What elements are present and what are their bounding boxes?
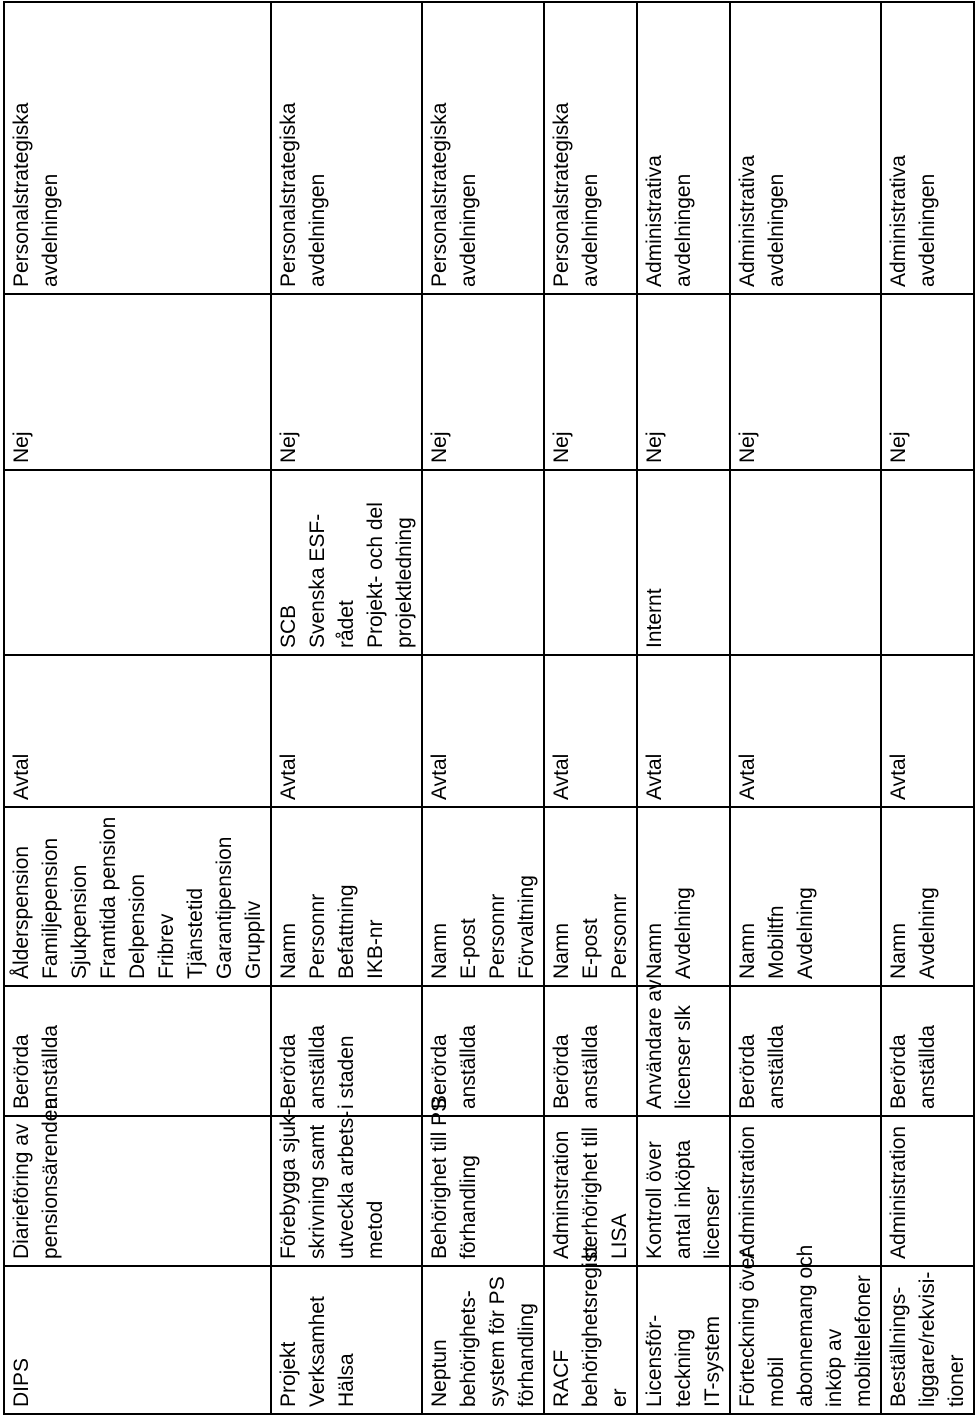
cell-line: Namn	[277, 922, 300, 979]
cell-line: Ålderspension	[10, 845, 33, 979]
cell-line: Personnr	[486, 893, 509, 979]
cell-line: er	[608, 1388, 631, 1407]
cell-line: Nej	[643, 431, 666, 463]
cell-line: antal inköpta	[672, 1139, 695, 1259]
registered-cell	[271, 986, 422, 1116]
data-categories-cell	[422, 807, 544, 986]
table-row	[422, 2, 544, 1414]
purpose-cell	[544, 1116, 637, 1266]
cell-line: abonnemang och	[794, 1244, 817, 1407]
legal-basis-cell	[422, 655, 544, 807]
cell-line: Hälsa	[335, 1353, 358, 1407]
cell-line: Berörda	[736, 1034, 759, 1109]
cell-line: Personalstrategiska	[550, 102, 573, 287]
cell-line: Namn	[550, 922, 573, 979]
cell-line: Garantipension	[213, 836, 236, 979]
table-row	[544, 2, 637, 1414]
cell-line: förhandling	[457, 1155, 480, 1259]
purpose-cell	[422, 1097, 544, 1266]
cell-line: RACF	[550, 1349, 573, 1407]
cell-line: Nej	[10, 431, 33, 463]
cell-line: Avtal	[428, 753, 451, 800]
cell-line: Mobiltfn	[765, 905, 788, 979]
department-cell	[4, 2, 271, 294]
cell-line: mobiltelefoner	[852, 1275, 875, 1407]
data-categories-cell	[544, 807, 637, 986]
third-country-cell	[881, 294, 974, 470]
cell-line: Nej	[550, 431, 573, 463]
cell-line: projektledning	[393, 517, 416, 648]
cell-line: Kontroll över	[643, 1141, 666, 1259]
department-cell	[422, 2, 544, 294]
cell-line: Framtida pension	[97, 816, 120, 979]
cell-line: Förvaltning	[515, 875, 538, 979]
cell-line: avdelningen	[916, 173, 939, 287]
data-categories-cell	[730, 807, 881, 986]
department-cell	[544, 2, 637, 294]
cell-line: Namn	[736, 922, 759, 979]
cell-line: SCB	[277, 604, 300, 648]
cell-line: Förteckning över	[736, 1250, 759, 1407]
recipients-cell	[881, 470, 974, 655]
cell-line: Användare av	[643, 979, 666, 1109]
cell-line: liggare/rekvisi-	[916, 1271, 939, 1407]
department-cell	[730, 2, 881, 294]
cell-line: Personalstrategiska	[10, 102, 33, 287]
recipients-cell	[544, 470, 637, 655]
data-categories-cell	[637, 807, 730, 986]
registered-cell	[637, 979, 730, 1116]
cell-line: behörighets-	[457, 1290, 480, 1407]
cell-line: Beställnings-	[887, 1286, 910, 1407]
cell-line: Administration	[887, 1125, 910, 1259]
table-row	[881, 2, 974, 1414]
cell-line: förhandling	[515, 1303, 538, 1407]
legal-basis-cell	[271, 655, 422, 807]
cell-line: berhörighet till	[579, 1127, 602, 1259]
purpose-cell	[4, 1097, 271, 1266]
cell-line: mobil	[765, 1356, 788, 1407]
department-cell	[637, 2, 730, 294]
cell-line: Avtal	[550, 753, 573, 800]
cell-line: Administrativa	[643, 155, 666, 287]
cell-line: Gruppliv	[242, 900, 265, 979]
recipients-cell	[422, 470, 544, 655]
personal-data-register-table	[3, 1, 975, 1415]
third-country-cell	[271, 294, 422, 470]
cell-line: Sjukpension	[68, 864, 91, 979]
cell-line: Namn	[643, 922, 666, 979]
system-cell	[730, 1244, 881, 1414]
cell-line: Svenska ESF-	[306, 513, 329, 648]
cell-line: IKB-nr	[364, 919, 387, 979]
third-country-cell	[422, 294, 544, 470]
cell-line: Adminstration	[550, 1130, 573, 1259]
table-row	[271, 2, 422, 1414]
cell-line: Verksamhet	[306, 1296, 329, 1407]
cell-line: Familjepension	[39, 837, 62, 979]
cell-line: Projekt	[277, 1341, 300, 1407]
cell-line: Administration	[736, 1125, 759, 1259]
purpose-cell	[881, 1116, 974, 1266]
recipients-cell	[4, 470, 271, 655]
cell-line: Administrativa	[887, 155, 910, 287]
cell-line: Behörighet till PS	[428, 1097, 451, 1259]
third-country-cell	[4, 294, 271, 470]
registered-cell	[881, 986, 974, 1116]
cell-line: Avdelning	[794, 887, 817, 979]
system-cell	[271, 1266, 422, 1414]
registered-cell	[4, 986, 271, 1116]
cell-line: Berörda	[277, 1034, 300, 1109]
cell-line: teckning	[672, 1328, 695, 1407]
cell-line: skrivning samt	[306, 1124, 329, 1259]
cell-line: Projekt- och del	[364, 502, 387, 648]
cell-line: licenser slk	[672, 1005, 695, 1109]
cell-line: Administrativa	[736, 155, 759, 287]
cell-line: Nej	[428, 431, 451, 463]
department-cell	[881, 2, 974, 294]
cell-line: anställda	[579, 1024, 602, 1109]
third-country-cell	[730, 294, 881, 470]
legal-basis-cell	[544, 655, 637, 807]
cell-line: Personalstrategiska	[277, 102, 300, 287]
cell-line: Nej	[887, 431, 910, 463]
cell-line: Förebygga sjuk-	[277, 1108, 300, 1259]
cell-line: Befattning	[335, 884, 358, 979]
cell-line: Namn	[428, 922, 451, 979]
registered-cell	[544, 986, 637, 1116]
cell-line: metod	[364, 1200, 387, 1259]
system-cell	[544, 1245, 637, 1414]
purpose-cell	[730, 1116, 881, 1266]
cell-line: i staden	[335, 1035, 358, 1109]
cell-line: rådet	[335, 600, 358, 648]
cell-line: Berörda	[10, 1034, 33, 1109]
cell-line: Avtal	[10, 753, 33, 800]
system-cell	[4, 1266, 271, 1414]
cell-line: Delpension	[126, 873, 149, 979]
cell-line: avdelningen	[672, 173, 695, 287]
cell-line: Berörda	[887, 1034, 910, 1109]
cell-line: system för PS	[486, 1276, 509, 1407]
cell-line: Berörda	[428, 1034, 451, 1109]
cell-line: Tjänstetid	[184, 887, 207, 979]
recipients-cell	[637, 470, 730, 655]
cell-line: Namn	[887, 922, 910, 979]
cell-line: licenser	[701, 1186, 724, 1259]
cell-line: Berörda	[550, 1034, 573, 1109]
third-country-cell	[544, 294, 637, 470]
system-cell	[881, 1266, 974, 1414]
cell-line: Avtal	[736, 753, 759, 800]
cell-line: E-post	[457, 918, 480, 979]
cell-line: avdelningen	[39, 173, 62, 287]
department-cell	[271, 2, 422, 294]
cell-line: Licensför-	[643, 1314, 666, 1407]
table-row	[730, 2, 881, 1414]
cell-line: anställda	[306, 1024, 329, 1109]
cell-line: anställda	[765, 1024, 788, 1109]
cell-line: Personnr	[306, 893, 329, 979]
data-categories-cell	[881, 807, 974, 986]
cell-line: Avtal	[887, 753, 910, 800]
cell-line: E-post	[579, 918, 602, 979]
cell-line: Nej	[736, 431, 759, 463]
cell-line: Fribrev	[155, 913, 178, 979]
cell-line: Personalstrategiska	[428, 102, 451, 287]
data-categories-cell	[4, 807, 271, 986]
recipients-cell	[271, 470, 422, 655]
cell-line: Personnr	[608, 893, 631, 979]
cell-line: Internt	[643, 588, 666, 648]
cell-line: avdelningen	[765, 173, 788, 287]
table-row	[4, 2, 271, 1414]
third-country-cell	[637, 294, 730, 470]
legal-basis-cell	[881, 655, 974, 807]
registered-cell	[422, 986, 544, 1116]
cell-line: Avdelning	[672, 887, 695, 979]
cell-line: avdelningen	[306, 173, 329, 287]
cell-line: pensionsärenden	[39, 1097, 62, 1259]
recipients-cell	[730, 470, 881, 655]
cell-line: Avtal	[643, 753, 666, 800]
cell-line: anställda	[916, 1024, 939, 1109]
data-categories-cell	[271, 807, 422, 986]
purpose-cell	[637, 1116, 730, 1266]
cell-line: Nej	[277, 431, 300, 463]
cell-line: behörighetsregist	[579, 1245, 602, 1407]
table-row	[637, 2, 730, 1414]
cell-line: avdelningen	[457, 173, 480, 287]
cell-line: Avdelning	[916, 887, 939, 979]
cell-line: anställda	[39, 1024, 62, 1109]
cell-line: inköp av	[823, 1328, 846, 1407]
cell-line: tioner	[945, 1354, 968, 1407]
cell-line: avdelningen	[579, 173, 602, 287]
purpose-cell	[271, 1108, 422, 1266]
legal-basis-cell	[730, 655, 881, 807]
cell-line: anställda	[457, 1024, 480, 1109]
registered-cell	[730, 986, 881, 1116]
system-cell	[637, 1266, 730, 1414]
legal-basis-cell	[637, 655, 730, 807]
cell-line: utveckla arbets-	[335, 1110, 358, 1259]
system-cell	[422, 1266, 544, 1414]
cell-line: IT-system	[701, 1315, 724, 1407]
cell-line: Avtal	[277, 753, 300, 800]
cell-line: Diarieföring av	[10, 1123, 33, 1259]
legal-basis-cell	[4, 655, 271, 807]
cell-line: Neptun	[428, 1339, 451, 1407]
cell-line: DIPS	[10, 1357, 33, 1407]
cell-line: LISA	[608, 1213, 631, 1259]
